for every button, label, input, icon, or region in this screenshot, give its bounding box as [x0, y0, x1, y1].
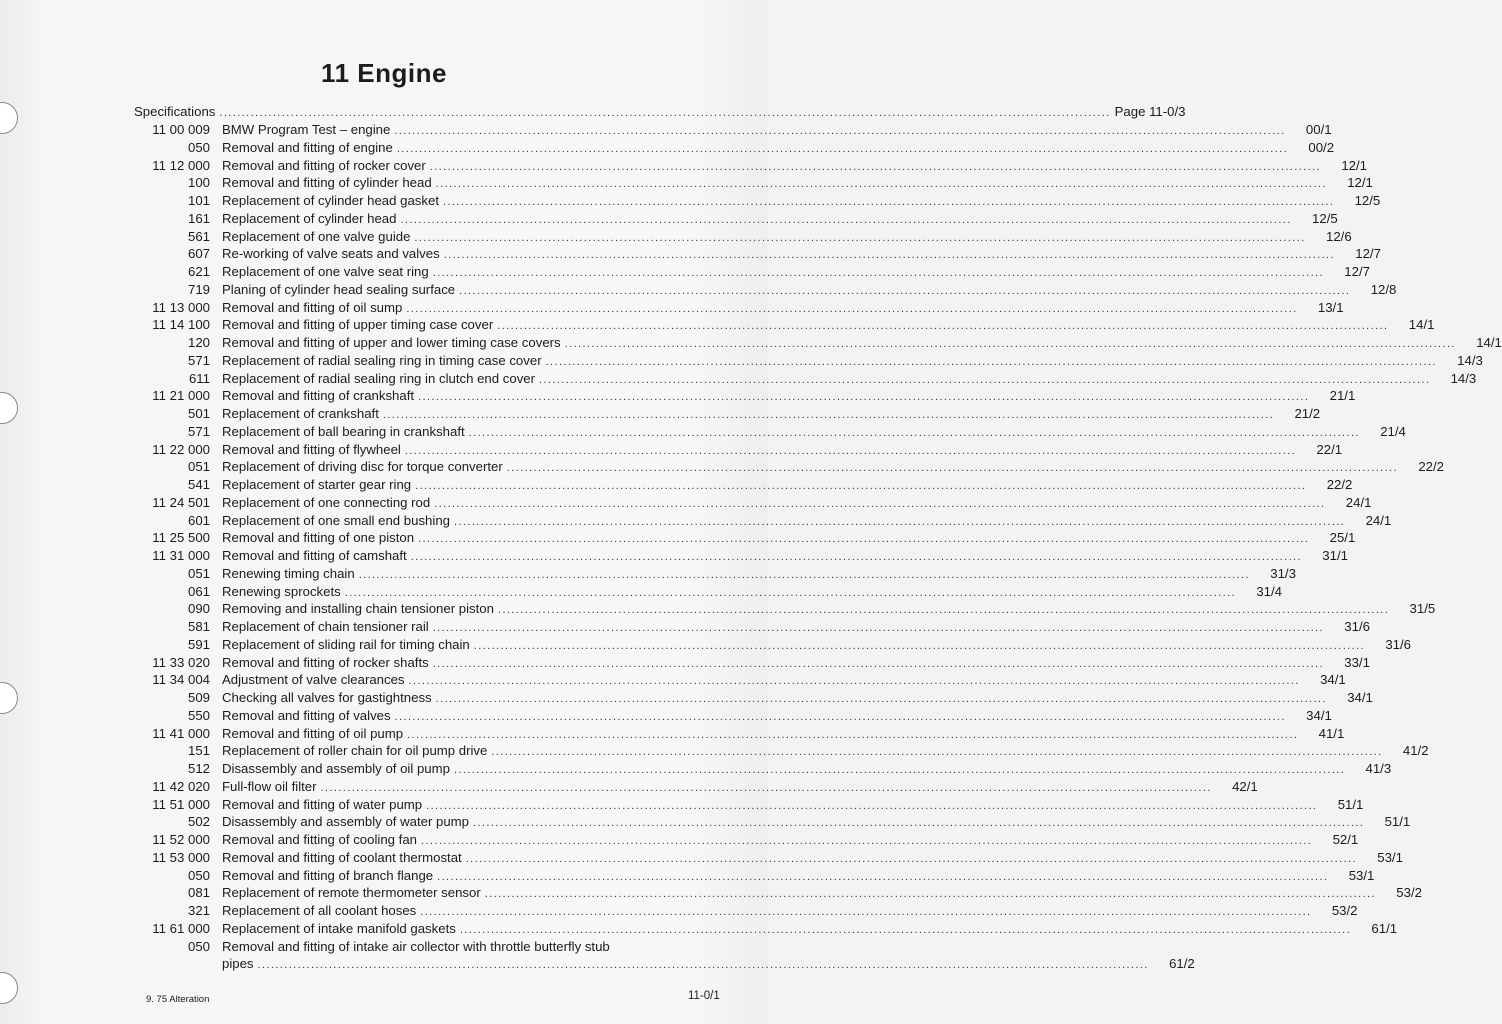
entry-page: 24/1 — [1345, 494, 1372, 510]
dot-leader: ........................................................................................................................................................................................................ — [414, 231, 1306, 244]
entry-description: Removal and fitting of valves — [222, 707, 391, 723]
toc-entry — [134, 618, 1370, 636]
toc-entry — [134, 228, 1352, 246]
entry-page: 52/1 — [1332, 832, 1359, 847]
toc-entry — [134, 174, 1373, 192]
toc-entry — [134, 760, 1392, 778]
dot-leader: ........................................................................................................................................................................................................ — [473, 639, 1365, 652]
entry-number: 591 — [187, 636, 210, 652]
entry-description: Replacement of ball bearing in crankshaft — [222, 423, 465, 439]
dot-leader: ........................................................................................................................................................................................................ — [429, 160, 1321, 173]
entry-page: 14/1 — [1476, 335, 1502, 350]
toc-entry — [134, 245, 1381, 263]
entry-description: Replacement of crankshaft — [222, 406, 379, 421]
entry-number: 607 — [187, 246, 210, 262]
entry-description: Removal and fitting of engine — [222, 139, 393, 155]
entry-description: Replacement of radial sealing ring in clutch end cover — [222, 370, 536, 386]
toc-entry — [134, 547, 1348, 565]
entry-number: 719 — [187, 281, 210, 297]
entry-page: 12/5 — [1354, 193, 1381, 208]
entry-page: 34/1 — [1320, 672, 1346, 688]
entry-description: Removal and fitting of rocker cover — [222, 157, 426, 173]
dot-leader: ........................................................................................................................................................................................................ — [545, 355, 1437, 368]
dot-leader: ........................................................................................................................................................................................................ — [468, 426, 1360, 439]
dot-leader: ........................................................................................................................................................................................................ — [491, 746, 1383, 759]
entry-number: 051 — [187, 565, 210, 581]
dot-leader: ........................................................................................................................................................................................................ — [443, 196, 1335, 208]
toc-entry — [134, 157, 1367, 175]
entry-page: 31/3 — [1270, 565, 1296, 581]
entry-number: 11 21 000 — [152, 388, 210, 404]
entry-description: Removal and fitting of flywheel — [222, 441, 401, 457]
entry-number: 501 — [187, 406, 210, 421]
dot-leader: ........................................................................................................................................................................................................ — [219, 107, 1111, 119]
toc-entry — [134, 352, 1483, 370]
entry-description-line2-row — [222, 955, 1195, 974]
entry-number: 11 12 000 — [152, 157, 210, 173]
entry-number: 11 14 100 — [152, 317, 210, 333]
entry-page: 14/3 — [1450, 370, 1477, 386]
dot-leader: ........................................................................................................................................................................................................ — [406, 302, 1298, 315]
entry-page: 13/1 — [1317, 299, 1344, 315]
entry-description: Replacement of one connecting rod — [222, 494, 431, 510]
entry-page: 22/2 — [1418, 459, 1444, 475]
entry-number: 502 — [187, 814, 210, 830]
entry-page: 12/6 — [1325, 228, 1352, 244]
toc-entry — [134, 778, 1258, 796]
dot-leader: ........................................................................................................................................................................................................ — [434, 497, 1326, 510]
dot-leader: ........................................................................................................................................................................................................ — [396, 142, 1289, 155]
entry-description: Checking all valves for gastightness — [222, 690, 432, 705]
entry-page: 25/1 — [1329, 530, 1356, 546]
specifications-page: Page 11-0/3 — [1114, 104, 1186, 119]
toc-entry — [134, 671, 1346, 689]
entry-page: 14/3 — [1457, 352, 1483, 368]
entry-description: Replacement of driving disc for torque converter — [222, 459, 503, 475]
entry-number: 11 51 000 — [152, 796, 210, 812]
toc-entry — [134, 849, 1403, 867]
entry-description: Replacement of radial sealing ring in timing case cover — [222, 352, 542, 368]
dot-leader: ........................................................................................................................................................................................................ — [418, 391, 1310, 404]
dot-leader: ........................................................................................................................................................................................................ — [465, 852, 1357, 865]
entry-number: 100 — [187, 175, 210, 191]
entry-description: Replacement of intake manifold gaskets — [222, 920, 456, 936]
entry-description: Full-flow oil filter — [222, 778, 317, 794]
binder-hole — [0, 102, 18, 134]
footer-alteration-note: 9. 75 Alteration — [146, 994, 210, 1005]
entry-description: Removal and fitting of oil pump — [222, 725, 404, 741]
toc-entry — [134, 920, 1398, 938]
toc-entry — [134, 813, 1411, 831]
toc-entry — [134, 565, 1296, 583]
entry-page: 41/3 — [1365, 761, 1392, 776]
toc-entry — [134, 654, 1370, 672]
entry-page: 31/5 — [1409, 601, 1436, 617]
entry-description: Removal and fitting of cylinder head — [222, 175, 432, 191]
entry-page: 12/1 — [1341, 157, 1367, 173]
entry-description: Removal and fitting of upper timing case cover — [222, 317, 494, 333]
toc-entry-multiline — [134, 938, 1195, 974]
toc-entry — [134, 441, 1343, 459]
dot-leader: ........................................................................................................................................................................................................ — [459, 923, 1352, 936]
dot-leader: ........................................................................................................................................................................................................ — [497, 320, 1389, 333]
entry-page: 22/2 — [1326, 477, 1353, 492]
entry-number: 11 61 000 — [152, 920, 210, 936]
entry-page: 33/1 — [1344, 654, 1370, 670]
table-of-contents — [134, 103, 1502, 974]
entry-page: 21/4 — [1380, 423, 1406, 439]
toc-entries — [134, 121, 1502, 938]
entry-page: 31/6 — [1385, 636, 1411, 652]
toc-entry — [134, 707, 1332, 725]
entry-page: 53/2 — [1396, 885, 1422, 901]
entry-number: 120 — [187, 335, 210, 350]
toc-entry — [134, 387, 1356, 405]
entry-description: Planing of cylinder head sealing surface — [222, 281, 456, 297]
entry-description: Replacement of starter gear ring — [222, 477, 412, 492]
entry-page: 31/4 — [1256, 583, 1282, 599]
page-title: 11 Engine — [321, 58, 447, 88]
dot-leader: ........................................................................................................................................................................................................ — [484, 888, 1376, 901]
specifications-row — [134, 103, 1186, 121]
dot-leader: ........................................................................................................................................................................................................ — [453, 764, 1346, 776]
toc-entry — [134, 831, 1359, 849]
binder-hole — [0, 392, 18, 424]
entry-description: Removal and fitting of one piston — [222, 530, 415, 546]
entry-description: Replacement of cylinder head — [222, 210, 397, 226]
toc-entry — [134, 370, 1477, 388]
toc-entry — [134, 263, 1370, 281]
entry-number: 11 22 000 — [152, 441, 210, 457]
toc-entry — [134, 281, 1397, 299]
entry-number: 321 — [187, 903, 210, 918]
entry-description: Replacement of sliding rail for timing chain — [222, 636, 470, 652]
entry-description: Removal and fitting of water pump — [222, 796, 423, 812]
dot-leader: ........................................................................................................................................................................................................ — [435, 178, 1327, 191]
entry-description: Removal and fitting of upper and lower timing case covers — [222, 335, 561, 350]
dot-leader: ........................................................................................................................................................................................................ — [506, 462, 1398, 475]
entry-number: 11 25 500 — [152, 530, 210, 546]
entry-number: 571 — [187, 352, 210, 368]
entry-page: 00/1 — [1305, 122, 1332, 137]
entry-number: 101 — [187, 193, 210, 208]
toc-entry — [134, 299, 1344, 317]
entry-page: 41/2 — [1402, 743, 1429, 759]
entry-number: 050 — [187, 139, 210, 155]
dot-leader: ........................................................................................................................................................................................................ — [358, 568, 1250, 581]
toc-entry — [134, 423, 1406, 441]
dot-leader: ........................................................................................................................................................................................................ — [432, 657, 1324, 670]
toc-entry — [134, 192, 1381, 210]
dot-leader: ........................................................................................................................................................................................................ — [394, 710, 1286, 723]
dot-leader: ........................................................................................................................................................................................................ — [497, 604, 1390, 617]
entry-page: 41/1 — [1318, 725, 1345, 741]
entry-number: 509 — [187, 690, 210, 705]
dot-leader: ........................................................................................................................................................................................................ — [437, 870, 1329, 883]
entry-page: 12/8 — [1370, 281, 1397, 297]
entry-number: 11 34 004 — [152, 672, 210, 688]
entry-page: 14/1 — [1408, 317, 1435, 333]
entry-page: 61/2 — [1169, 955, 1195, 971]
entry-description: Adjustment of valve clearances — [222, 672, 405, 688]
entry-page: 53/1 — [1377, 849, 1403, 865]
entry-description: BMW Program Test – engine — [222, 122, 391, 137]
dot-leader: ........................................................................................................................................................................................................ — [435, 693, 1327, 705]
entry-description: Removing and installing chain tensioner piston — [222, 601, 494, 617]
entry-description: Removal and fitting of camshaft — [222, 548, 407, 563]
toc-entry — [134, 210, 1338, 228]
entry-description: Disassembly and assembly of water pump — [222, 814, 470, 830]
entry-description: Removal and fitting of branch flange — [222, 867, 434, 883]
toc-entry — [134, 884, 1422, 902]
dot-leader: ........................................................................................................................................................................................................ — [344, 586, 1236, 599]
entry-number: 11 41 000 — [152, 725, 210, 741]
entry-description: Replacement of cylinder head gasket — [222, 193, 439, 208]
toc-entry — [134, 689, 1373, 707]
toc-entry — [134, 583, 1282, 601]
toc-entry — [134, 600, 1436, 618]
dot-leader: ........................................................................................................................................................................................................ — [539, 373, 1431, 386]
toc-entry — [134, 636, 1411, 654]
entry-number: 090 — [187, 601, 210, 617]
dot-leader: ........................................................................................................................................................................................................ — [564, 338, 1456, 350]
entry-number: 11 53 000 — [152, 849, 210, 865]
entry-number: 151 — [187, 743, 210, 759]
entry-page: 12/7 — [1355, 246, 1381, 262]
dot-leader: ........................................................................................................................................................................................................ — [415, 480, 1307, 492]
entry-description: Removal and fitting of cooling fan — [222, 832, 417, 847]
entry-number: 621 — [187, 264, 210, 279]
entry-description: Renewing timing chain — [222, 565, 355, 581]
entry-number: 11 13 000 — [152, 299, 210, 315]
entry-number: 561 — [187, 228, 210, 244]
toc-entry — [134, 494, 1372, 512]
toc-entry — [134, 742, 1429, 760]
dot-leader: ........................................................................................................................................................................................................ — [320, 781, 1212, 794]
entry-number: 081 — [187, 885, 210, 901]
dot-leader: ........................................................................................................................................................................................................ — [420, 906, 1312, 918]
dot-leader: ........................................................................................................................................................................................................ — [257, 958, 1149, 971]
entry-page: 42/1 — [1232, 778, 1258, 794]
entry-page: 31/6 — [1344, 619, 1370, 634]
toc-entry — [134, 476, 1353, 494]
entry-number: 581 — [187, 619, 210, 634]
toc-entry — [134, 529, 1356, 547]
entry-page: 21/1 — [1329, 388, 1356, 404]
toc-entry — [134, 121, 1332, 139]
entry-page: 53/1 — [1348, 867, 1375, 883]
entry-description: Removal and fitting of coolant thermostat — [222, 849, 462, 865]
dot-leader: ........................................................................................................................................................................................................ — [432, 267, 1324, 279]
entry-description: Removal and fitting of crankshaft — [222, 388, 415, 404]
entry-description: Re-working of valve seats and valves — [222, 246, 440, 262]
entry-number: 541 — [187, 477, 210, 492]
entry-page: 12/5 — [1312, 210, 1338, 226]
entry-page: 12/7 — [1344, 264, 1370, 279]
dot-leader: ........................................................................................................................................................................................................ — [382, 409, 1275, 421]
entry-description: Replacement of one valve seat ring — [222, 264, 429, 279]
entry-page: 51/1 — [1337, 796, 1364, 812]
toc-entry — [134, 316, 1435, 334]
entry-page: 24/1 — [1365, 512, 1392, 528]
entry-page: 21/2 — [1294, 406, 1321, 421]
dot-leader: ........................................................................................................................................................................................................ — [394, 125, 1286, 137]
entry-number: 11 42 020 — [152, 778, 210, 794]
entry-page: 51/1 — [1384, 814, 1411, 830]
entry-number: 161 — [187, 210, 210, 226]
entry-number: 051 — [187, 459, 210, 475]
dot-leader: ........................................................................................................................................................................................................ — [410, 551, 1302, 563]
dot-leader: ........................................................................................................................................................................................................ — [426, 799, 1318, 812]
entry-description-block — [222, 938, 1195, 974]
entry-page: 53/2 — [1331, 903, 1358, 918]
dot-leader: ........................................................................................................................................................................................................ — [418, 533, 1310, 546]
toc-entry — [134, 405, 1321, 423]
entry-description: Removal and fitting of oil sump — [222, 299, 403, 315]
binder-hole — [0, 972, 18, 1004]
entry-description: Replacement of one valve guide — [222, 228, 411, 244]
entry-description: Replacement of all coolant hoses — [222, 903, 417, 918]
dot-leader: ........................................................................................................................................................................................................ — [408, 675, 1300, 688]
dot-leader: ........................................................................................................................................................................................................ — [443, 249, 1335, 262]
entry-number: 550 — [187, 707, 210, 723]
toc-entry — [134, 796, 1364, 814]
entry-page: 34/1 — [1347, 690, 1373, 705]
entry-number: 11 24 501 — [152, 494, 210, 510]
entry-number: 512 — [187, 761, 210, 776]
dot-leader: ........................................................................................................................................................................................................ — [407, 728, 1299, 741]
entry-page: 61/1 — [1371, 920, 1398, 936]
dot-leader: ........................................................................................................................................................................................................ — [404, 444, 1297, 457]
binder-hole — [0, 682, 18, 714]
entry-number: 050 — [187, 867, 210, 883]
specifications-label: Specifications — [134, 104, 216, 119]
toc-entry — [134, 458, 1444, 476]
entry-number: 061 — [187, 583, 210, 599]
entry-description: Replacement of one small end bushing — [222, 512, 450, 528]
toc-entry — [134, 512, 1392, 530]
entry-page: 31/1 — [1322, 548, 1348, 563]
toc-entry — [134, 139, 1335, 157]
entry-number: 11 33 020 — [152, 654, 210, 670]
toc-entry — [134, 334, 1502, 352]
toc-entry — [134, 867, 1375, 885]
entry-description: Disassembly and assembly of oil pump — [222, 761, 450, 776]
entry-page: 12/1 — [1347, 175, 1373, 191]
entry-description: Replacement of roller chain for oil pump drive — [222, 743, 488, 759]
dot-leader: ........................................................................................................................................................................................................ — [473, 817, 1365, 830]
entry-page: 22/1 — [1316, 441, 1343, 457]
footer-page-number: 11-0/1 — [688, 990, 720, 1002]
entry-number: 601 — [187, 512, 210, 528]
entry-number: 050 — [187, 938, 210, 954]
entry-description: Replacement of remote thermometer sensor — [222, 885, 481, 901]
dot-leader: ........................................................................................................................................................................................................ — [400, 213, 1292, 226]
entry-description: Replacement of chain tensioner rail — [222, 619, 429, 634]
dot-leader: ........................................................................................................................................................................................................ — [421, 835, 1313, 847]
entry-number: 11 31 000 — [152, 548, 210, 563]
entry-number: 571 — [187, 423, 210, 439]
dot-leader: ........................................................................................................................................................................................................ — [454, 515, 1346, 528]
toc-entry — [134, 725, 1345, 743]
entry-page: 34/1 — [1306, 707, 1332, 723]
entry-description: Renewing sprockets — [222, 583, 341, 599]
entry-page: 00/2 — [1308, 139, 1335, 155]
entry-description: Removal and fitting of rocker shafts — [222, 654, 429, 670]
dot-leader: ........................................................................................................................................................................................................ — [432, 622, 1324, 634]
toc-entry — [134, 902, 1358, 920]
entry-description-line2: pipes — [222, 955, 254, 971]
entry-description-line1: Removal and fitting of intake air collector with throttle butterfly stub — [222, 938, 610, 954]
entry-number: 11 52 000 — [152, 832, 210, 847]
entry-number: 11 00 009 — [152, 122, 210, 137]
dot-leader: ........................................................................................................................................................................................................ — [459, 284, 1351, 297]
entry-number: 611 — [188, 370, 210, 386]
